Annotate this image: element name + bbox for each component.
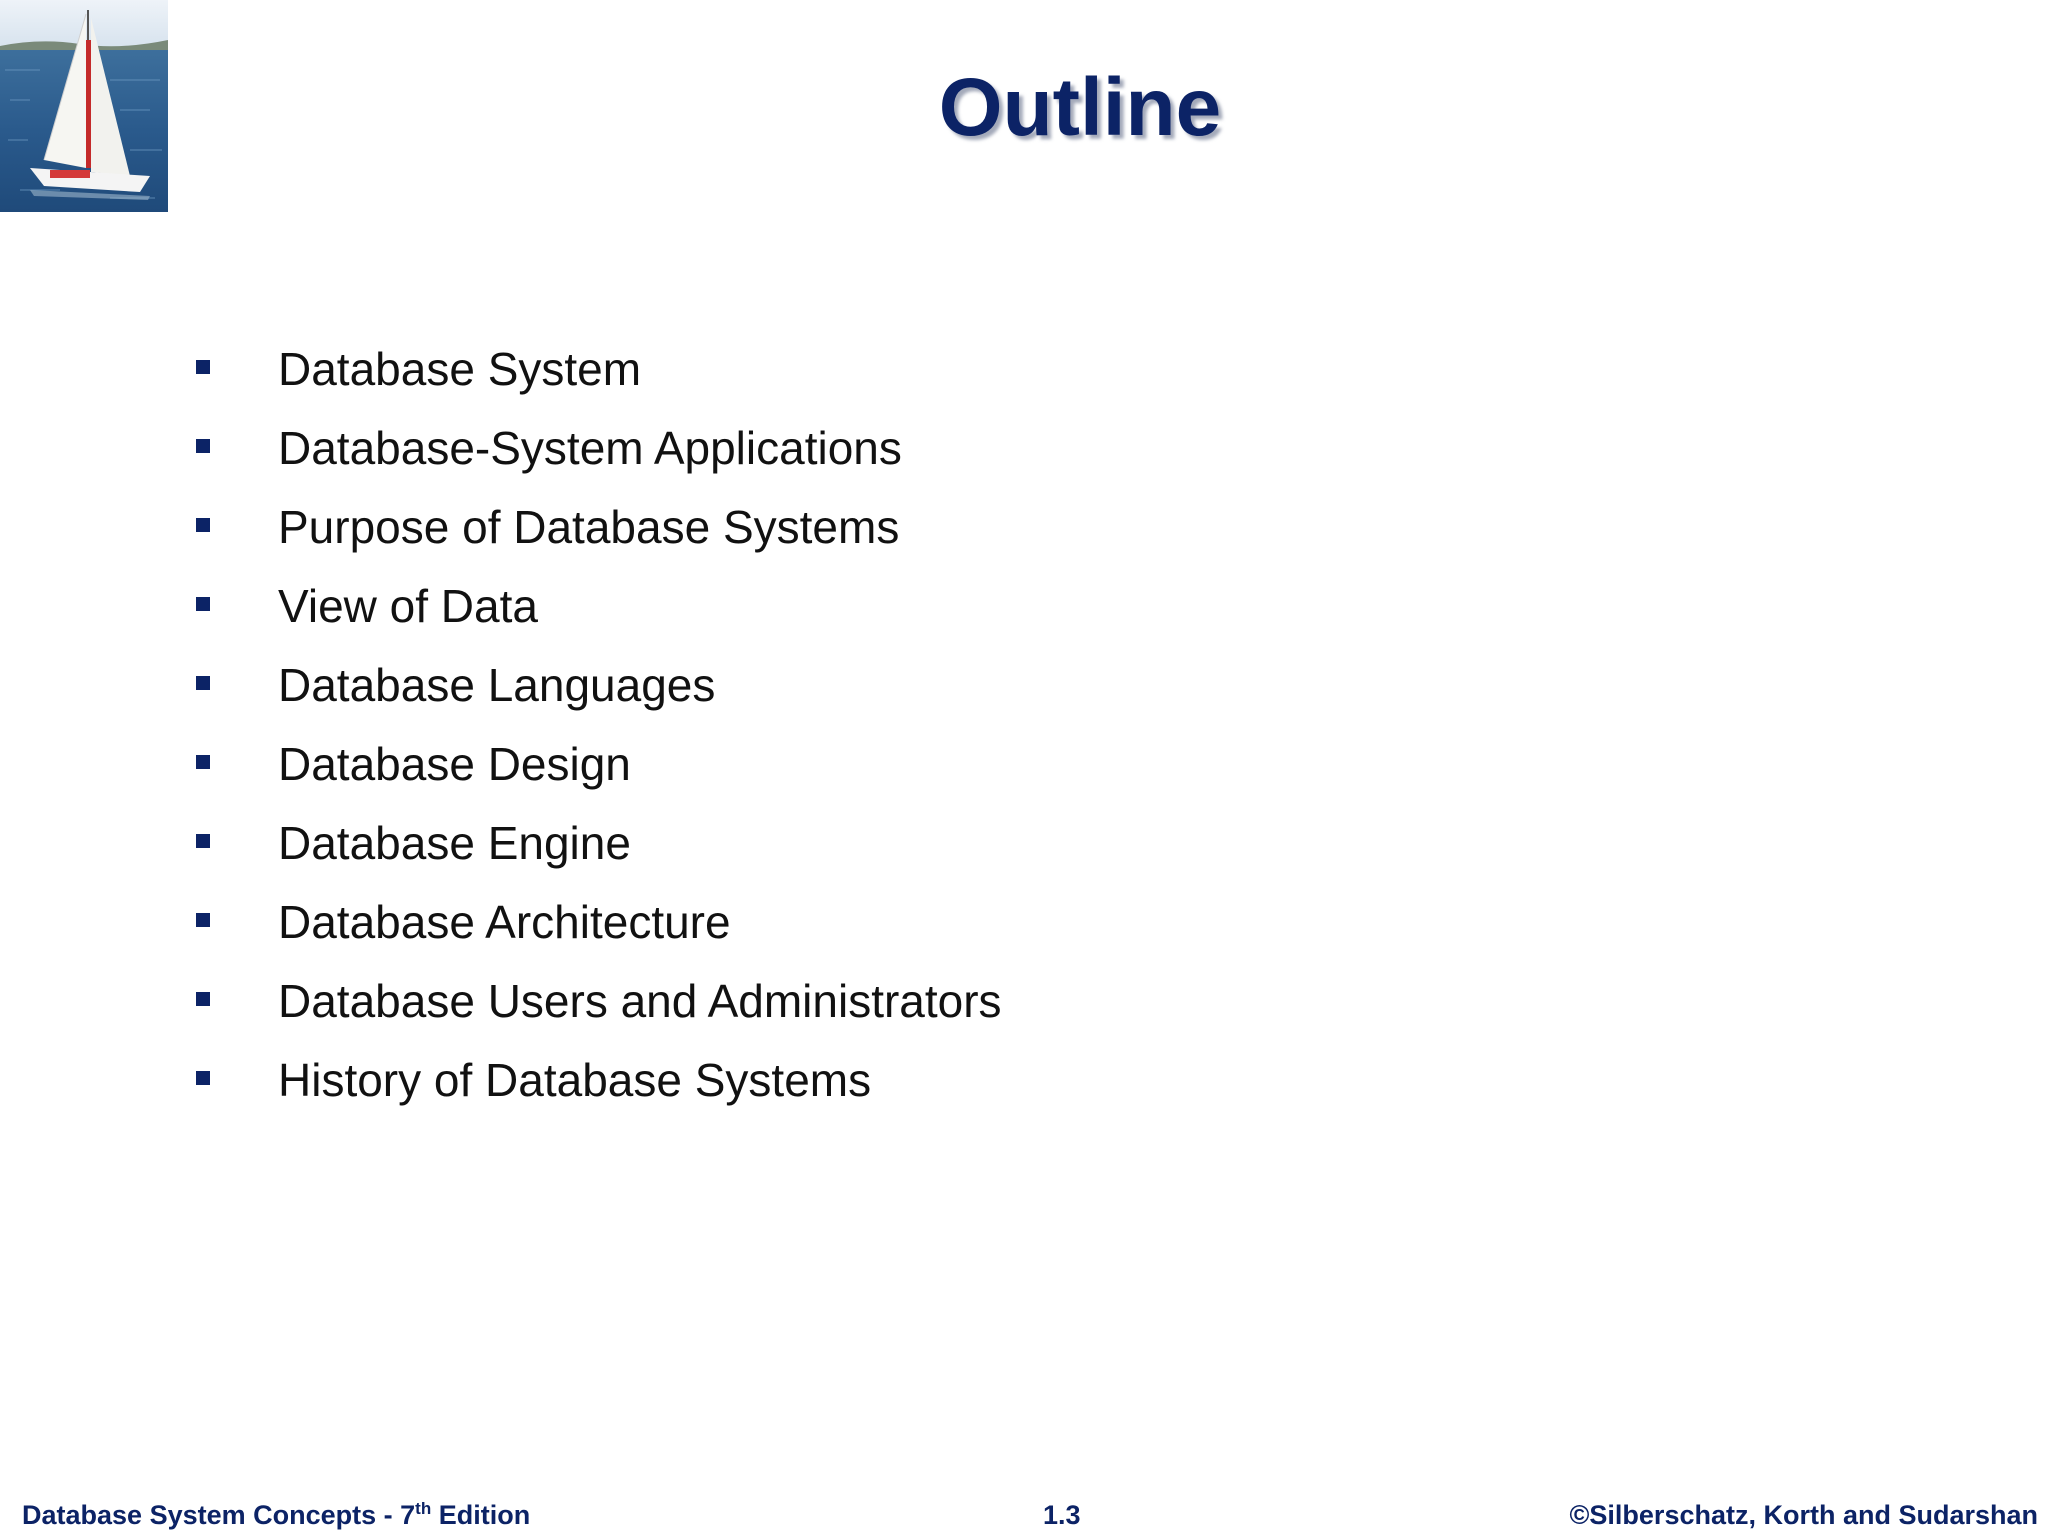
outline-item <box>196 566 1002 645</box>
footer-book-title <box>22 1500 530 1531</box>
outline-item-label: Database Languages <box>278 658 716 711</box>
square-bullet-icon <box>196 834 210 848</box>
outline-item-label: Database Design <box>278 737 631 790</box>
square-bullet-icon <box>196 1071 210 1085</box>
outline-item <box>196 329 1002 408</box>
footer-edition-superscript: th <box>415 1499 432 1518</box>
outline-item <box>196 803 1002 882</box>
outline-list <box>196 329 1002 1119</box>
outline-item-label: Database-System Applications <box>278 421 902 474</box>
slide-footer <box>0 1500 2048 1536</box>
square-bullet-icon <box>196 992 210 1006</box>
outline-item-label: Database Users and Administrators <box>278 974 1002 1027</box>
outline-item <box>196 1040 1002 1119</box>
footer-edition-label: Edition <box>431 1500 531 1530</box>
outline-item <box>196 724 1002 803</box>
outline-item-label: Database Engine <box>278 816 631 869</box>
outline-item <box>196 408 1002 487</box>
outline-item-label: Database System <box>278 342 642 395</box>
footer-page-number: 1.3 <box>1043 1500 1081 1530</box>
footer-copyright: ©Silberschatz, Korth and Sudarshan <box>1569 1500 2038 1530</box>
outline-item-label: Database Architecture <box>278 895 731 948</box>
outline-item-label: View of Data <box>278 579 538 632</box>
slide-title: Outline <box>938 62 1222 153</box>
outline-item-label: History of Database Systems <box>278 1053 872 1106</box>
square-bullet-icon <box>196 913 210 927</box>
outline-item <box>196 487 1002 566</box>
outline-item <box>196 961 1002 1040</box>
outline-item-label: Purpose of Database Systems <box>278 500 900 553</box>
square-bullet-icon <box>196 518 210 532</box>
square-bullet-icon <box>196 755 210 769</box>
footer-book-title-text: Database System Concepts - 7 <box>22 1500 416 1530</box>
square-bullet-icon <box>196 676 210 690</box>
square-bullet-icon <box>196 597 210 611</box>
outline-item <box>196 882 1002 961</box>
outline-item <box>196 645 1002 724</box>
square-bullet-icon <box>196 360 210 374</box>
square-bullet-icon <box>196 439 210 453</box>
